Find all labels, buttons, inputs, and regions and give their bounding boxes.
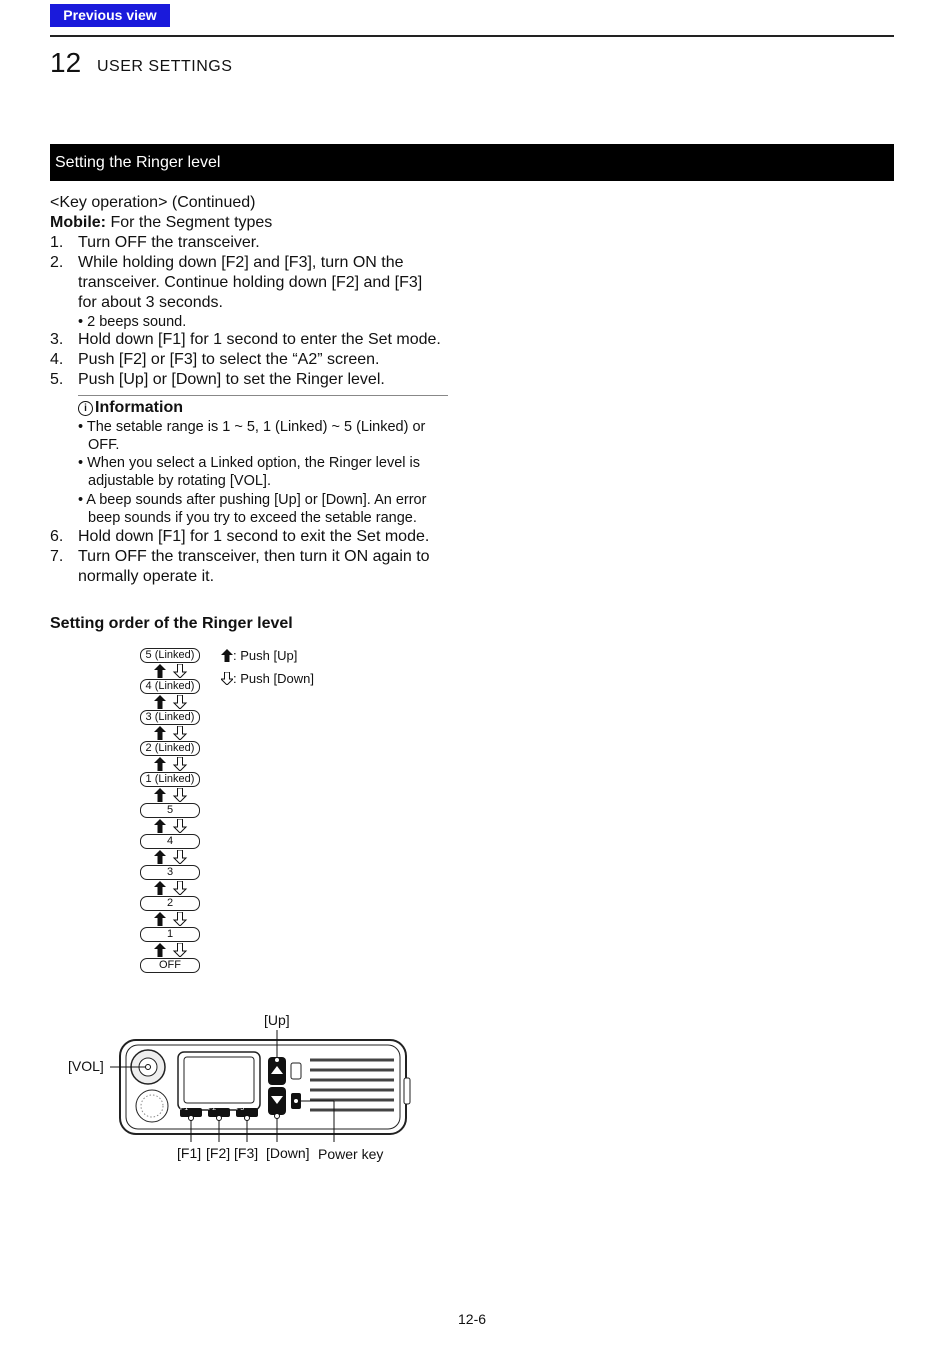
info-bullet-cont: adjustable by rotating [VOL].: [88, 473, 271, 489]
level-box: 5: [140, 803, 200, 818]
legend-up-text: : Push [Up]: [233, 648, 298, 663]
order-title: Setting order of the Ringer level: [50, 615, 293, 632]
step-7: [50, 548, 430, 566]
info-bullet: • A beep sounds after pushing [Up] or [Down]. An error: [78, 492, 427, 508]
level-box: 2: [140, 896, 200, 911]
up-down-arrows-icon: [150, 788, 190, 802]
up-down-arrows-icon: [150, 881, 190, 895]
chapter-title: USER SETTINGS: [97, 58, 233, 75]
mobile-line: [50, 214, 272, 232]
up-down-arrows-icon: [150, 819, 190, 833]
f1-callout: [F1]: [177, 1145, 202, 1161]
section-title: Setting the Ringer level: [50, 144, 894, 181]
mobile-text: For the Segment types: [106, 214, 273, 231]
step-text: Hold down [F1] for 1 second to exit the Set mode.: [78, 528, 430, 545]
info-heading: [78, 399, 183, 417]
step-5: [50, 371, 385, 389]
info-bullet-cont: OFF.: [88, 437, 120, 453]
info-bullet: • When you select a Linked option, the Ringer level is: [78, 455, 420, 471]
up-down-arrows-icon: [150, 912, 190, 926]
step-2-cont: for about 3 seconds.: [78, 294, 223, 311]
step-number: 2.: [50, 254, 64, 271]
mobile-label: Mobile:: [50, 214, 106, 231]
f3-key-label: F3: [236, 1105, 245, 1112]
level-box: 2 (Linked): [140, 741, 200, 756]
up-down-arrows-icon: [150, 664, 190, 678]
level-box: 5 (Linked): [140, 648, 200, 663]
f1-key-label: F1: [180, 1105, 189, 1112]
step-3: [50, 331, 441, 349]
info-divider: [78, 395, 448, 396]
chapter-number: 12: [50, 47, 82, 78]
step-2: [50, 254, 404, 272]
info-icon: i: [78, 401, 93, 416]
step-number: 4.: [50, 351, 64, 368]
vol-knob-callout: [VOL]: [68, 1058, 104, 1074]
step-7-cont: normally operate it.: [78, 568, 215, 585]
level-box: OFF: [140, 958, 200, 973]
step-6: [50, 528, 429, 546]
up-key-callout: [Up]: [264, 1012, 290, 1028]
step-text: While holding down [F2] and [F3], turn ON the: [78, 254, 404, 271]
step-text: Turn OFF the transceiver, then turn it ON again to: [78, 548, 430, 565]
step-text: Hold down [F1] for 1 second to enter the Set mode.: [78, 331, 441, 348]
step-number: 6.: [50, 528, 64, 545]
down-arrow-icon: [221, 672, 233, 685]
legend-push-up: [221, 648, 297, 663]
step-4: [50, 351, 379, 369]
info-bullet: • The setable range is 1 ~ 5, 1 (Linked) ~ 5 (Linked) or: [78, 419, 426, 435]
level-box: 1 (Linked): [140, 772, 200, 787]
previous-view-button[interactable]: Previous view: [50, 4, 170, 27]
up-down-arrows-icon: [150, 850, 190, 864]
power-key-callout: Power key: [318, 1146, 384, 1162]
step-2-cont: transceiver. Continue holding down [F2] and [F3]: [78, 274, 423, 291]
f2-callout: [F2]: [206, 1145, 231, 1161]
up-arrow-icon: [221, 649, 233, 662]
step-1: [50, 234, 260, 252]
step-number: 1.: [50, 234, 64, 251]
step-text: Push [F2] or [F3] to select the “A2” screen.: [78, 351, 380, 368]
info-bullet-cont: beep sounds if you try to exceed the setable range.: [88, 510, 417, 526]
level-box: 4 (Linked): [140, 679, 200, 694]
level-box: 3 (Linked): [140, 710, 200, 725]
legend-down-text: : Push [Down]: [233, 671, 314, 686]
up-down-arrows-icon: [150, 695, 190, 709]
level-box: 3: [140, 865, 200, 880]
step-2-note: • 2 beeps sound.: [78, 314, 187, 330]
level-box: 1: [140, 927, 200, 942]
transceiver-illustration: [110, 1030, 420, 1142]
page-number: 12-6: [458, 1311, 487, 1327]
info-title: Information: [95, 399, 183, 416]
f2-key-label: F2: [208, 1105, 217, 1112]
step-number: 7.: [50, 548, 64, 565]
down-key-callout: [Down]: [266, 1145, 310, 1161]
key-operation-label: <Key operation> (Continued): [50, 194, 256, 211]
level-box: 4: [140, 834, 200, 849]
step-number: 5.: [50, 371, 64, 388]
step-number: 3.: [50, 331, 64, 348]
step-text: Push [Up] or [Down] to set the Ringer level.: [78, 371, 385, 388]
up-down-arrows-icon: [150, 757, 190, 771]
f3-callout: [F3]: [234, 1145, 259, 1161]
up-down-arrows-icon: [150, 726, 190, 740]
step-text: Turn OFF the transceiver.: [78, 234, 260, 251]
legend-push-down: [221, 671, 314, 686]
up-down-arrows-icon: [150, 943, 190, 957]
header-rule: [50, 35, 894, 37]
